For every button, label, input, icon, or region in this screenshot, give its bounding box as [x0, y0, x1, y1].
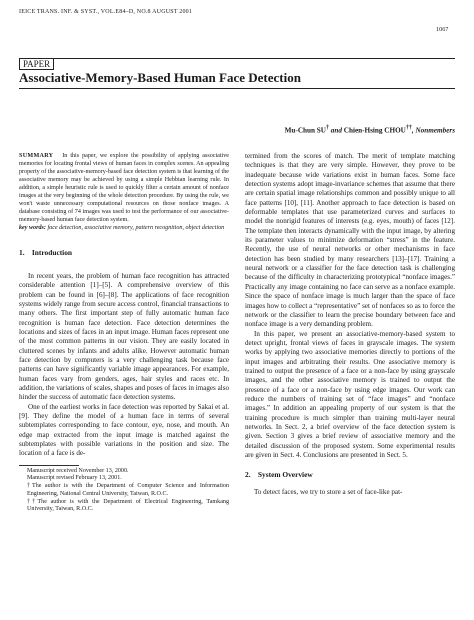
- footnote-rule: [19, 465, 79, 466]
- paragraph: One of the earliest works in face detection was reported by Sakai et al.[9]. They define the model of a human face in terms of several subtemplates corresponding to face contour, eye, nose, and mouth. An edge map extracted from the input image is matched against the subtemplates with possible variations in the position and size. The location of a face is de-: [19, 402, 229, 458]
- section-heading-introduction: 1. Introduction: [19, 248, 73, 258]
- footnote-revised: Manuscript revised February 13, 2001.: [27, 475, 122, 482]
- right-column: [245, 152, 455, 497]
- paragraph: In this paper, we present an associative-memory-based system to detect upright, frontal views of faces in grayscale images. The system works by applying two associative memories directly to portions of the input images and arbitrating their results. One associative memory is trained to output the presence of a face or a non-face by using grayscale images, and the other associative memory is trained to output the presence of a face or a non-face by using edge images. Our work can reduce the numbers of training set of “face images” and “nonface images.” In addition an appealing property of our system is that the training procedure is much simpler than training multi-layer neural networks. In Sect. 2, a brief overview of the face detection system is given. Section 3 gives a brief review of associative memory and the detailed discussion of the proposed system. Some experimental results are given in Sect. 4. Conclusions are presented in Sect. 5.: [245, 329, 455, 459]
- section-heading-overview: 2. System Overview: [245, 470, 313, 480]
- footnote-author-1: †The author is with the Department of Computer Science and Information Engineering, National Central University, Taiwan, R.O.C.: [27, 483, 229, 497]
- keywords-text: face detection, associative memory, pattern recognition, object detection: [47, 225, 225, 232]
- author-2: Chien-Hsing CHOU: [343, 126, 406, 135]
- author-line: [285, 125, 455, 134]
- paragraph: To detect faces, we try to store a set of face-like pat-: [254, 487, 403, 496]
- footnote-received: Manuscript received November 13, 2000.: [27, 467, 129, 474]
- keywords: [19, 224, 229, 232]
- paper-title: Associative-Memory-Based Human Face Detection: [19, 70, 301, 85]
- footnote-author-2: ††The author is with the Department of Electrical Engineering, Tamkang University, Taiwan, R.O.C.: [27, 498, 229, 513]
- keywords-label: key words:: [19, 225, 46, 232]
- abstract: [19, 152, 229, 224]
- page-number: 1067: [436, 26, 449, 33]
- journal-header: IEICE TRANS. INF. & SYST., VOL.E84–D, NO.8 AUGUST 2001: [19, 9, 193, 15]
- abstract-text: In this paper, we explore the possibility of applying associative memories for locating frontal views of human faces in complex scenes. An appealing property of the associative-memory-based face detection system is that learning of the associative memory may be achieved by using a simple Hebbian learning rule. In addition, a simple heuristic rule is used to quickly filter a certain amount of nonface images at the very beginning of the whole detection procedure. By using the rule, we won't waste unnecessary computational resources on those nonface images. A database consisting of 74 images was used to test the performance of our associative-memory-based human face detection system.: [19, 153, 229, 224]
- author-1-mark: †: [325, 125, 329, 131]
- paper-type-label: PAPER: [19, 59, 54, 70]
- author-2-mark: ††: [405, 125, 412, 131]
- title-rule-top: [19, 58, 455, 59]
- author-membership: , Nonmembers: [411, 126, 455, 135]
- author-conjunction: and: [330, 126, 342, 135]
- paragraph: In recent years, the problem of human face recognition has attracted considerable attention [1]–[5]. A comprehensive overview of this problem can be found in [6]–[8]. The applications of face recognition systems widely range from secure access control, financial transactions to many others. The first important step of fully automatic human face recognition is human face detection. Face detection determines the locations and sizes of faces in an input image. Human faces represent one of the most common patterns in our vision. They are easily located in cluttered scenes by infants and adults alike. However automatic human face detection by computers is a very challenging task because face patterns can have significantly variable image appearances. For example, human faces vary from genders, ages, hair styles and races etc. In addition, the variations of scales, shapes and poses of faces in images also hinder the success of automatic face detection systems.: [19, 271, 229, 402]
- paragraph: termined from the scores of match. The merit of template matching techniques is that they are very simple. However, they prove to be inadequate because wide variations exist in human faces. Some face detection systems adopt image-invariance schemes that assume that there are certain spatial image relationships common and possibly unique to all face patterns [10], [11]. Another approach to face detection is based on deformable templates that use parameterized curves and surfaces to model the nonrigid features of interests (e.g. eyes, mouth) of faces [12]. The template then interacts dynamically with the input image, by altering its parameter values to minimize deformation “stress” in the feature. Recently, the use of neural networks or other mechanisms in face detection has been studied by many researchers [13]–[17]. Training a neural network or a classifier for the face detection task is challenging because of the difficulty in characterizing prototypical “nonface images.” Practically any image containing no face can serve as a nonface example. Since the space of nonface image is much larger than the space of face images how to collect a “representative” set of nonfaces so as to force the network or the classifier to learn the precise boundary between face and nonface image is a very demanding problem.: [245, 152, 455, 329]
- abstract-label: SUMMARY: [19, 153, 54, 159]
- title-rule-bottom: [19, 88, 455, 89]
- left-column: [19, 152, 229, 514]
- author-1: Mu-Chun SU: [284, 126, 326, 135]
